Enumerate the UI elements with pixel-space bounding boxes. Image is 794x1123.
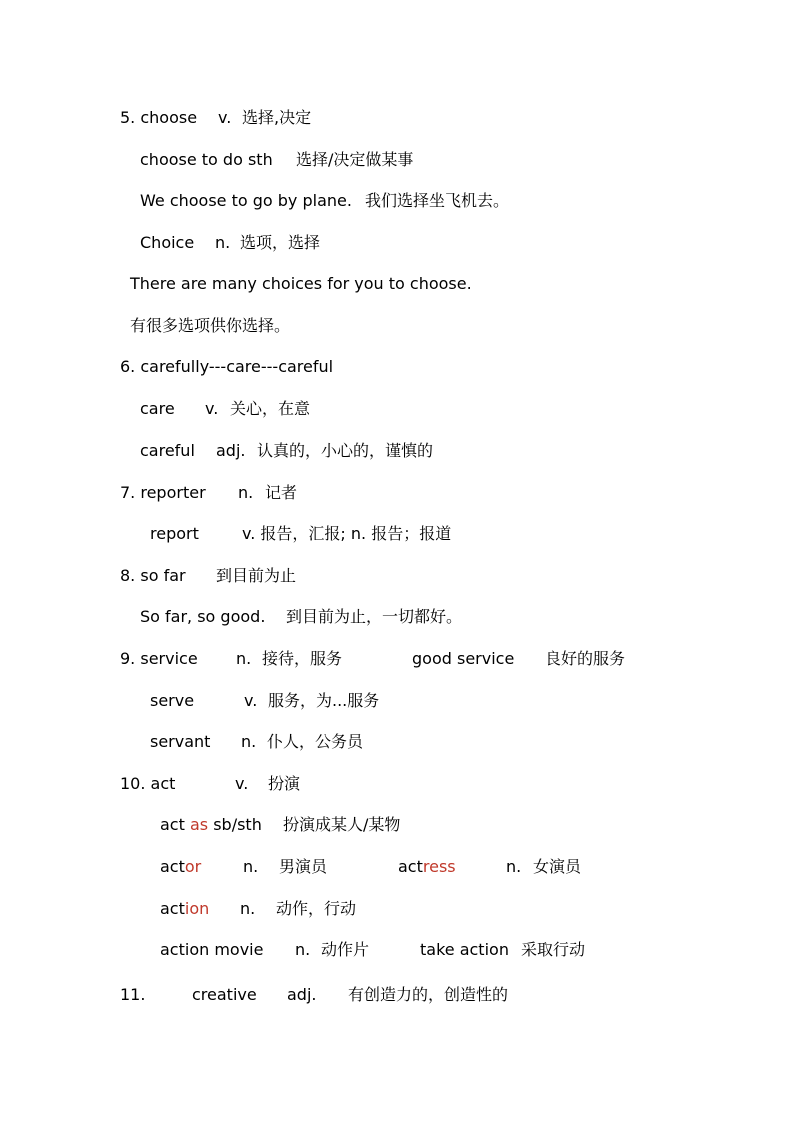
report-meaning: v. 报告，汇报; n. 报告；报道 [242,524,452,543]
servant-pos: n. [241,732,257,751]
entry-reporter-pos: n. [238,483,254,502]
entry-service-pos: n. [236,649,252,668]
action-movie-meaning: 动作片 [321,940,370,959]
noun-pos: n. [215,233,231,252]
phrase-part: act [160,815,190,834]
noun-word: Choice [140,233,195,252]
phrase-meaning: 选择/决定做某事 [296,150,414,169]
example2-text: There are many choices for you to choose. [130,274,472,293]
phrase-part: sb/sth [208,815,262,834]
example2-meaning: 有很多选项供你选择。 [130,316,291,335]
phrase-text: choose to do sth [140,150,273,169]
action-meaning: 动作，行动 [276,899,357,918]
word-stem: act [160,857,185,876]
example-text: We choose to go by plane. [140,191,352,210]
servant-meaning: 仆人，公务员 [267,732,364,751]
word-stem: act [398,857,423,876]
action-movie-word: action movie [160,940,264,959]
care-word: care [140,399,175,418]
highlight-as: as [189,815,209,834]
entry-choose-meaning: 选择,决定 [242,108,312,127]
serve-meaning: 服务，为...服务 [268,691,380,710]
sofar-example-meaning: 到目前为止，一切都好。 [286,607,463,626]
serve-word: serve [150,691,195,710]
act-as-phrase [160,813,262,837]
service-phrase-meaning: 良好的服务 [545,649,626,668]
entry-creative-word: creative [192,985,257,1004]
careful-pos: adj. [216,441,246,460]
entry-carefully-word: 6. carefully---care---careful [120,357,334,376]
entry-service-word: 9. service [120,649,198,668]
entry-act-pos: v. [235,774,249,793]
actor-pos: n. [243,857,259,876]
entry-reporter-word: 7. reporter [120,483,206,502]
entry-sofar-word: 8. so far [120,566,186,585]
entry-choose-word: 5. choose [120,108,198,127]
service-phrase: good service [412,649,515,668]
example-meaning: 我们选择坐飞机去。 [365,191,510,210]
entry-creative-meaning: 有创造力的，创造性的 [348,985,509,1004]
suffix-or: or [184,857,202,876]
actor-word [160,855,201,879]
action-pos: n. [240,899,256,918]
careful-word: careful [140,441,195,460]
entry-choose-pos: v. [218,108,232,127]
actress-word [398,855,456,879]
noun-meaning: 选项，选择 [240,233,321,252]
entry-act-word: 10. act [120,774,176,793]
care-pos: v. [205,399,219,418]
serve-pos: v. [244,691,258,710]
care-meaning: 关心，在意 [230,399,311,418]
entry-act-meaning: 扮演 [268,774,301,793]
actress-pos: n. [506,857,522,876]
servant-word: servant [150,732,211,751]
act-as-meaning: 扮演成某人/某物 [283,815,401,834]
entry-creative-pos: adj. [287,985,317,1004]
take-action-word: take action [420,940,509,959]
sofar-example-text: So far, so good. [140,607,266,626]
actor-meaning: 男演员 [279,857,328,876]
entry-service-meaning: 接待，服务 [262,649,343,668]
take-action-meaning: 采取行动 [521,940,586,959]
suffix-ress: ress [422,857,456,876]
entry-creative-number: 11. [120,985,146,1004]
actress-meaning: 女演员 [533,857,582,876]
entry-sofar-meaning: 到目前为止 [216,566,297,585]
word-stem: act [160,899,185,918]
action-movie-pos: n. [295,940,311,959]
action-word [160,897,209,921]
entry-reporter-meaning: 记者 [265,483,298,502]
careful-meaning: 认真的，小心的，谨慎的 [257,441,434,460]
suffix-ion: ion [184,899,210,918]
report-word: report [150,524,199,543]
